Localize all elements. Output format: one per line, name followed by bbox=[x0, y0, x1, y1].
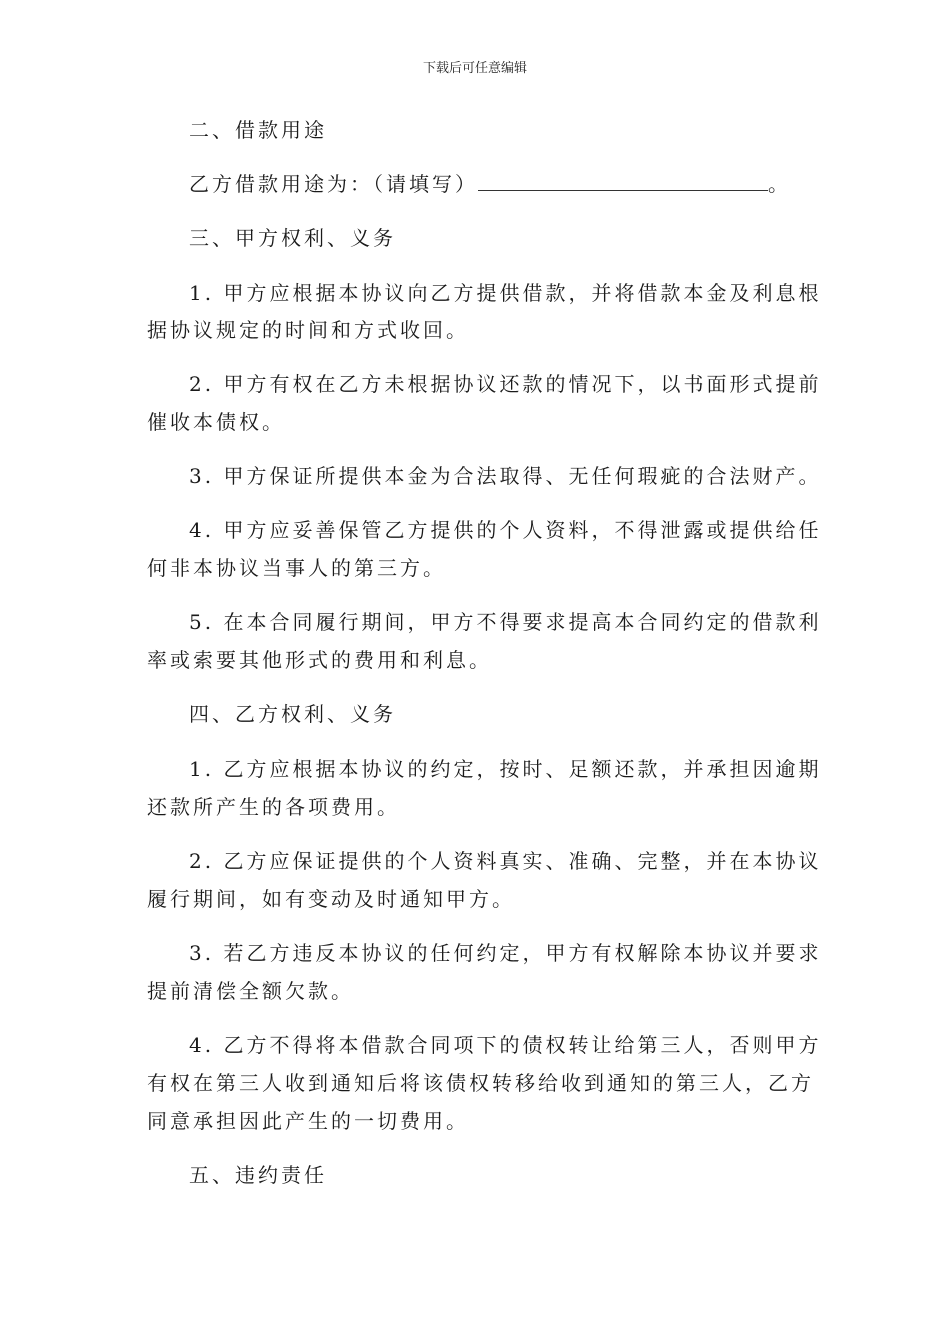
party-b-item-4-line-1: 4. 乙方不得将本借款合同项下的债权转让给第三人，否则甲方 bbox=[189, 1033, 822, 1057]
party-b-item-3-line-1: 3. 若乙方违反本协议的任何约定，甲方有权解除本协议并要求 bbox=[189, 941, 822, 965]
party-a-item-2-line-1: 2. 甲方有权在乙方未根据协议还款的情况下，以书面形式提前 bbox=[189, 372, 822, 396]
party-a-item-1-line-2: 据协议规定的时间和方式收回。 bbox=[147, 318, 469, 342]
party-b-item-4-line-2: 有权在第三人收到通知后将该债权转移给收到通知的第三人，乙方 bbox=[147, 1071, 814, 1095]
party-b-item-1-line-2: 还款所产生的各项费用。 bbox=[147, 795, 400, 819]
party-b-item-1-line-1: 1. 乙方应根据本协议的约定，按时、足额还款，并承担因逾期 bbox=[189, 757, 822, 781]
header-note: 下载后可任意编辑 bbox=[422, 61, 527, 76]
party-b-item-2-line-1: 2. 乙方应保证提供的个人资料真实、准确、完整，并在本协议 bbox=[189, 849, 822, 873]
loan-purpose-end: 。 bbox=[768, 172, 791, 196]
section-heading-2: 二、借款用途 bbox=[189, 118, 327, 142]
party-a-item-5-line-2: 率或索要其他形式的费用和利息。 bbox=[147, 648, 492, 672]
loan-purpose-blank[interactable] bbox=[478, 172, 768, 191]
party-b-item-3-line-2: 提前清偿全额欠款。 bbox=[147, 979, 354, 1003]
party-b-item-4-line-3: 同意承担因此产生的一切费用。 bbox=[147, 1109, 469, 1133]
party-b-item-2-line-2: 履行期间，如有变动及时通知甲方。 bbox=[147, 887, 515, 911]
party-a-item-2-line-2: 催收本债权。 bbox=[147, 410, 285, 434]
party-a-item-5-line-1: 5. 在本合同履行期间，甲方不得要求提高本合同约定的借款利 bbox=[189, 610, 822, 634]
section-heading-5: 五、违约责任 bbox=[189, 1163, 327, 1187]
party-a-item-4-line-1: 4. 甲方应妥善保管乙方提供的个人资料，不得泄露或提供给任 bbox=[189, 518, 822, 542]
loan-purpose-label: 乙方借款用途为：（请填写） bbox=[189, 172, 478, 196]
party-a-item-4-line-2: 何非本协议当事人的第三方。 bbox=[147, 556, 446, 580]
section-heading-4: 四、乙方权利、义务 bbox=[189, 702, 396, 726]
party-a-item-3: 3. 甲方保证所提供本金为合法取得、无任何瑕疵的合法财产。 bbox=[189, 464, 822, 488]
loan-purpose-line bbox=[189, 172, 859, 196]
party-a-item-1-line-1: 1. 甲方应根据本协议向乙方提供借款，并将借款本金及利息根 bbox=[189, 281, 822, 305]
section-heading-3: 三、甲方权利、义务 bbox=[189, 226, 396, 250]
